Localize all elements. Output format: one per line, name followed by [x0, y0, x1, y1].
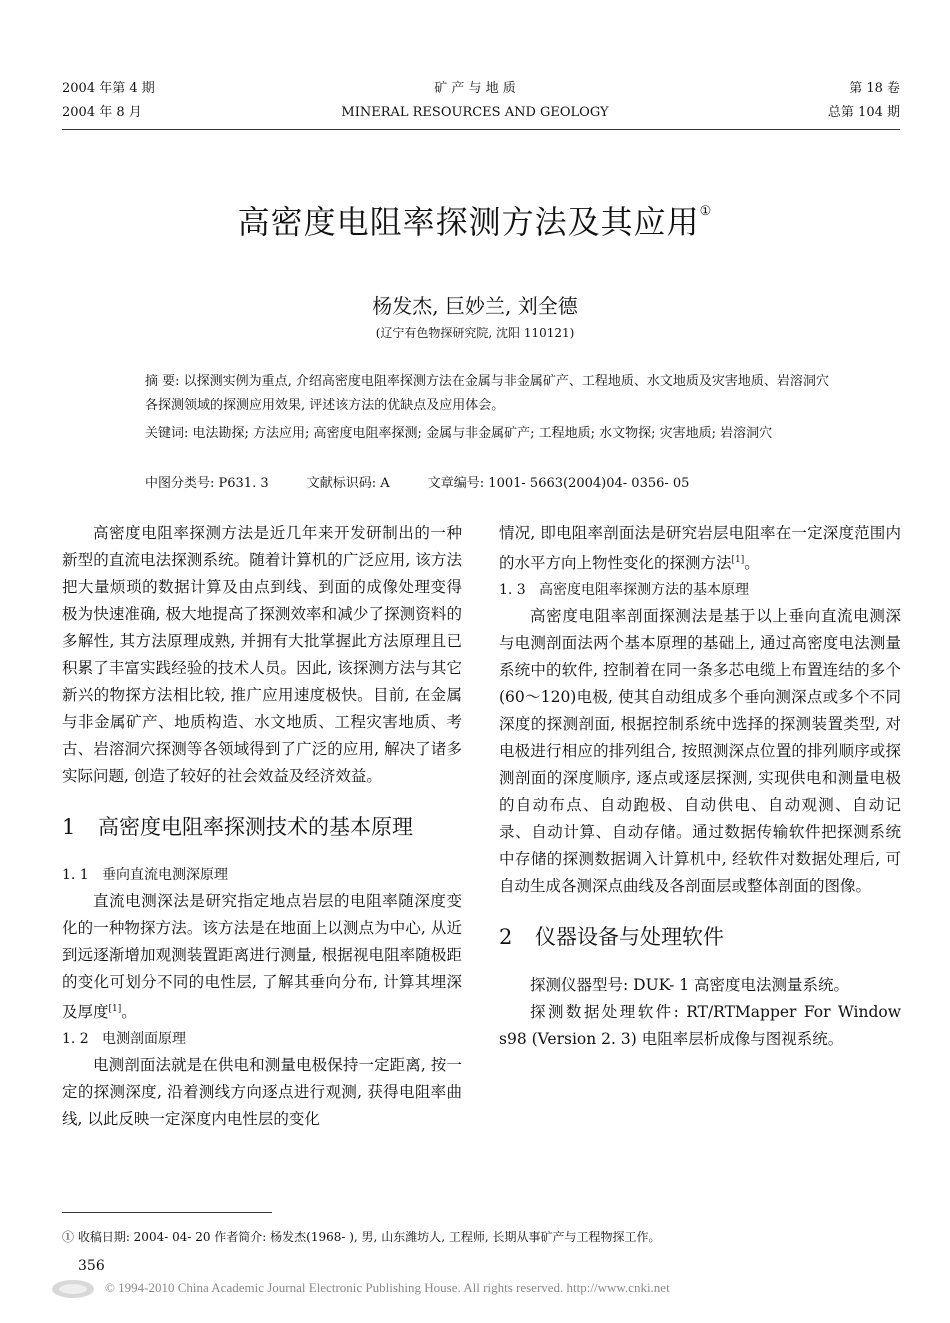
subsection-1-1-paragraph	[62, 888, 462, 1026]
footnote: ① 收稿日期: 2004- 04- 20 作者简介: 杨发杰(1968- ), 男, 山东潍坊人, 工程师, 长期从事矿产与工程物探工作。	[62, 1230, 661, 1244]
total-issue-label: 总第 104 期	[827, 105, 900, 120]
intro-paragraph: 高密度电阻率探测方法是近几年来开发研制出的一种新型的直流电法探测系统。随着计算机的广泛应用, 该方法把大量烦琐的数据计算及由点到线、到面的成像处理变得极为快速准确, 极大地提高了探测效率和减少了探测资料的多解性, 其方法原理成熟, 并拥有大批掌握此方法原理且已积累了丰富实践经验的技术人员。因此, 该探测方法与其它新兴的物探方法相比较, 推广应用速度极快。目前, 在金属与非金属矿产、地质构造、水文地质、工程灾害地质、考古、岩溶洞穴探测等各领域得到了广泛的应用, 解决了诸多实际问题, 创造了较好的社会效益及经济效益。	[62, 524, 462, 785]
clc-number: 中图分类号: P631. 3	[145, 476, 269, 491]
subsection-1-1-number: 1. 1	[62, 867, 89, 883]
journal-name-cn: 矿 产 与 地 质	[434, 81, 516, 96]
header-center	[0, 80, 950, 128]
subsection-1-2-title: 电测剖面原理	[102, 1031, 186, 1047]
copyright-notice: © 1994-2010 China Academic Journal Electronic Publishing House. All rights reserved. http://www.cnki.net	[105, 1280, 670, 1295]
keywords-text: 电法勘探; 方法应用; 高密度电阻率探测; 金属与非金属矿产; 工程地质; 水文物探; 灾害地质; 岩溶洞穴	[192, 426, 773, 441]
section-2-number: 2	[499, 925, 513, 949]
subsection-1-1-text: 直流电测深法是研究指定地点岩层的电阻率随深度变化的一种物探方法。该方法是在地面上以测点为中心, 从近到远逐渐增加观测装置距离进行测量, 根据视电阻率随极距的变化可划分不同的电性层, 了解其垂向分布, 计算其埋深及厚度	[62, 892, 462, 1021]
subsection-1-1-end: 。	[121, 1003, 137, 1021]
instrument-paragraph: 探测仪器型号: DUK- 1 高密度电法测量系统。	[530, 976, 850, 994]
footnote-rule	[62, 1212, 272, 1213]
continued-end: 。	[744, 554, 760, 572]
journal-name-en: MINERAL RESOURCES AND GEOLOGY	[341, 105, 609, 120]
header-rule	[62, 129, 900, 130]
authors: 杨发杰, 巨妙兰, 刘全德	[372, 294, 578, 318]
subsection-1-3-number: 1. 3	[499, 582, 526, 598]
software-paragraph: 探测数据处理软件: RT/RTMapper For Window s98 (Version 2. 3) 电阻率层析成像与图视系统。	[499, 1003, 901, 1048]
continued-text: 情况, 即电阻率剖面法是研究岩层电阻率在一定深度范围内的水平方向上物性变化的探测方法	[499, 524, 901, 572]
section-1-title: 高密度电阻率探测技术的基本原理	[98, 815, 413, 839]
section-2-title: 仪器设备与处理软件	[535, 925, 724, 949]
subsection-1-2-paragraph: 电测剖面法就是在供电和测量电极保持一定距离, 按一定的探测深度, 沿着测线方向逐点进行观测, 获得电阻率曲线, 以此反映一定深度内电性层的变化	[62, 1056, 462, 1128]
abstract-label: 摘 要:	[145, 374, 180, 389]
affiliation: (辽宁有色物探研究院, 沈阳 110121)	[375, 326, 575, 340]
subsection-1-1-title: 垂向直流电测深原理	[102, 867, 228, 883]
keywords-label: 关键词:	[145, 426, 189, 441]
classification-line	[145, 472, 835, 496]
document-code: 文献标识码: A	[306, 476, 390, 491]
abstract-text: 以探测实例为重点, 介绍高密度电阻率探测方法在金属与非金属矿产、工程地质、水文地质及灾害地质、岩溶洞穴各探测领域的探测应用效果, 评述该方法的优缺点及应用体会。	[145, 374, 829, 413]
title-footnote-mark: ①	[699, 204, 713, 219]
volume-label: 第 18 卷	[849, 81, 900, 96]
subsection-1-1-heading	[62, 862, 462, 888]
subsection-1-2-number: 1. 2	[62, 1031, 89, 1047]
page-number: 356	[78, 1258, 105, 1274]
section-2-heading	[499, 922, 901, 952]
paper-title-text: 高密度电阻率探测方法及其应用	[237, 203, 700, 241]
article-number: 文章编号: 1001- 5663(2004)04- 0356- 05	[427, 476, 690, 491]
cnki-logo-icon	[50, 1278, 96, 1300]
continued-paragraph	[499, 520, 901, 577]
left-column	[62, 520, 462, 1133]
paper-title	[0, 197, 950, 243]
date-label: 2004 年 8 月	[62, 105, 142, 120]
citation-ref: [1]	[731, 555, 745, 565]
right-column	[499, 520, 901, 1053]
issue-label: 2004 年第 4 期	[62, 81, 155, 96]
section-1-number: 1	[62, 815, 76, 839]
subsection-1-3-paragraph: 高密度电阻率剖面探测法是基于以上垂向直流电测深与电测剖面法两个基本原理的基础上, 通过高密度电法测量系统中的软件, 控制着在同一条多芯电缆上布置连结的多个(60～120)电极, 使其自动组成多个垂向测深点或多个不同深度的探测剖面, 根据控制系统中选择的探测装置类型, 对电极进行相应的排列组合, 按照测深点位置的排列顺序或探测剖面的深度顺序, 逐点或逐层探测, 实现供电和测量电极的自动布点、自动跑极、自动供电、自动观测、自动记录、自动计算、自动存储。通过数据传输软件把探测系统中存储的探测数据调入计算机中, 经软件对数据处理后, 可自动生成各测深点曲线及各剖面层或整体剖面的图像。	[499, 607, 901, 895]
subsection-1-2-heading	[62, 1026, 462, 1052]
header-right	[828, 80, 900, 128]
section-1-heading	[62, 812, 462, 842]
abstract	[145, 370, 835, 418]
subsection-1-3-title: 高密度电阻率探测方法的基本原理	[539, 582, 749, 598]
citation-ref: [1]	[108, 1004, 122, 1014]
subsection-1-3-heading	[499, 577, 901, 603]
keywords	[145, 422, 835, 446]
